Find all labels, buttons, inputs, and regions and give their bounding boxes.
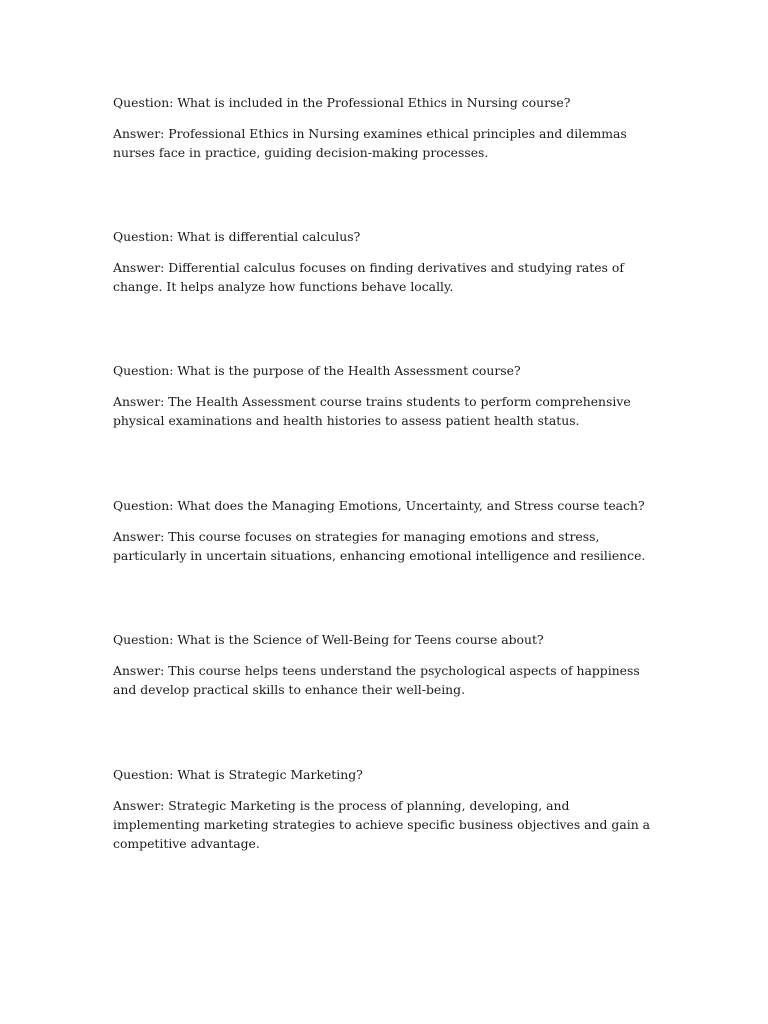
qa-item — [113, 93, 658, 162]
question-text: Question: What is included in the Professional Ethics in Nursing course? — [113, 95, 571, 110]
question-text: Question: What does the Managing Emotions, Uncertainty, and Stress course teach? — [113, 498, 645, 513]
question-text: Question: What is Strategic Marketing? — [113, 767, 363, 782]
answer-text: Answer: This course helps teens understand the psychological aspects of happiness and develop practical skills to enhance their well-being. — [113, 663, 640, 697]
answer-text: Answer: The Health Assessment course trains students to perform comprehensive physical examinations and health histories to assess patient health status. — [113, 394, 631, 428]
question-text: Question: What is the purpose of the Health Assessment course? — [113, 363, 521, 378]
qa-item — [113, 361, 658, 430]
answer-text: Answer: This course focuses on strategies for managing emotions and stress, particularly in uncertain situations, enhancing emotional intelligence and resilience. — [113, 529, 646, 563]
qa-item — [113, 630, 658, 699]
answer-text: Answer: Professional Ethics in Nursing examines ethical principles and dilemmas nurses face in practice, guiding decision-making processes. — [113, 126, 627, 160]
qa-item — [113, 227, 658, 296]
answer-text: Answer: Differential calculus focuses on finding derivatives and studying rates of change. It helps analyze how functions behave locally. — [113, 260, 624, 294]
question-text: Question: What is the Science of Well-Being for Teens course about? — [113, 632, 544, 647]
qa-item — [113, 496, 658, 565]
question-text: Question: What is differential calculus? — [113, 229, 361, 244]
answer-text: Answer: Strategic Marketing is the process of planning, developing, and implementing marketing strategies to achieve specific business objectives and gain a competitive advantage. — [113, 798, 650, 851]
qa-item — [113, 765, 658, 853]
